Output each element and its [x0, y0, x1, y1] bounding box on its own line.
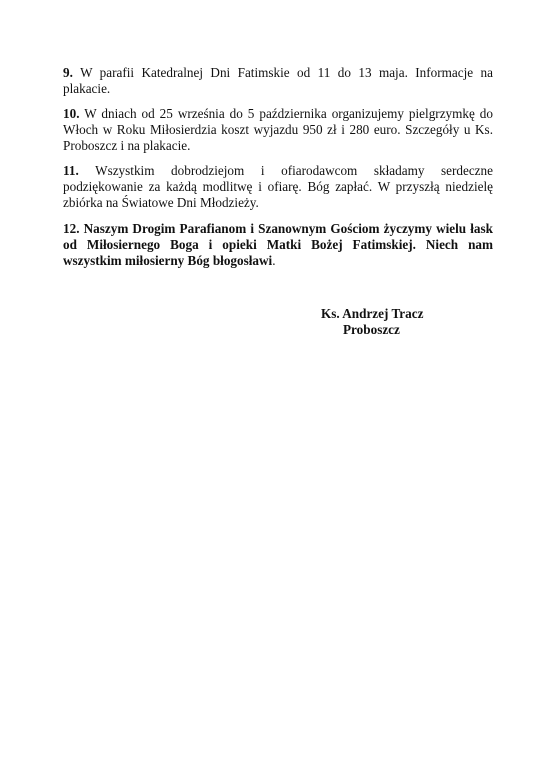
- announcement-9: [63, 65, 493, 97]
- announcement-number: 12.: [63, 221, 80, 236]
- signature-name: Ks. Andrzej Tracz: [321, 306, 424, 321]
- announcement-number: 11.: [63, 163, 79, 178]
- signature-block: [300, 306, 450, 338]
- announcement-text: Wszystkim dobrodziejom i ofiarodawcom składamy serdeczne podziękowanie za każdą modlitwę i ofiarę. Bóg zapłać. W przyszłą niedzielę zbiórka na Światowe Dni Młodzieży.: [63, 163, 493, 210]
- announcement-text: Naszym Drogim Parafianom i Szanownym Gościom życzymy wielu łask od Miłosiernego Boga i opieki Matki Bożej Fatimskiej. Niech nam wszystkim miłosierny Bóg błogosławi: [63, 221, 493, 268]
- signature-role: Proboszcz: [343, 322, 400, 337]
- announcement-text: W parafii Katedralnej Dni Fatimskie od 11 do 13 maja. Informacje na plakacie.: [63, 65, 493, 96]
- announcement-number: 9.: [63, 65, 73, 80]
- announcement-number: 10.: [63, 106, 80, 121]
- announcement-11: [63, 163, 493, 211]
- announcement-period: .: [272, 253, 276, 268]
- announcement-12: [63, 221, 493, 269]
- announcement-text: W dniach od 25 września do 5 października organizujemy pielgrzymkę do Włoch w Roku Miłosierdzia koszt wyjazdu 950 zł i 280 euro. Szczegóły u Ks. Proboszcz i na plakacie.: [63, 106, 493, 153]
- announcement-10: [63, 106, 493, 154]
